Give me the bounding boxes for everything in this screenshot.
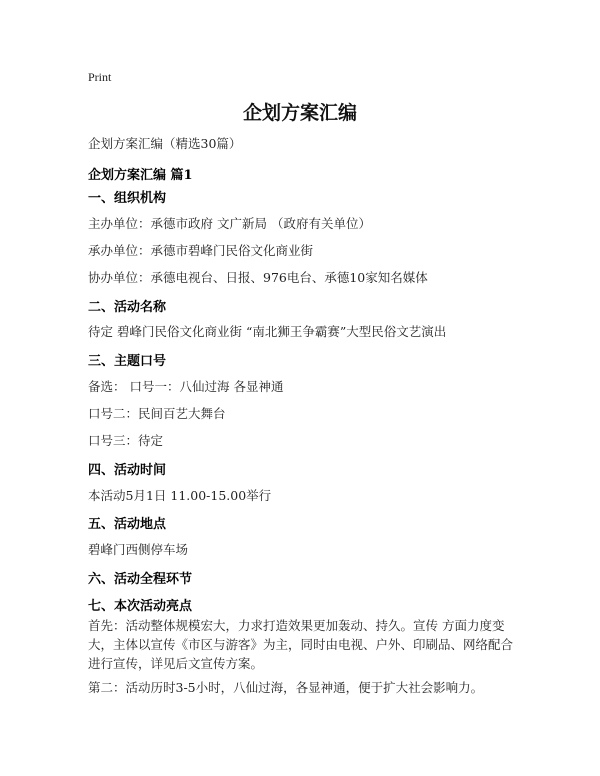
slogan-two-line: 口号二：民间百艺大舞台 [88,406,226,421]
document-title: 企划方案汇编 [242,102,357,124]
heading-organization: 一、组织机构 [88,191,167,206]
subtitle: 企划方案汇编（精选30篇） [88,136,242,151]
slogan-one-line: 备选： 口号一：八仙过海 各显神通 [88,379,284,394]
heading-process: 六、活动全程环节 [88,572,193,587]
slogan-three-line: 口号三：待定 [88,433,164,448]
heading-slogan: 三、主题口号 [88,354,167,369]
organizer-line: 主办单位：承德市政府 文广新局 （政府有关单位） [88,216,371,231]
host-line: 承办单位：承德市碧峰门民俗文化商业街 [88,243,314,258]
print-label[interactable]: Print [88,70,112,84]
heading-highlights: 七、本次活动亮点 [88,599,193,614]
highlight-paragraph-second: 第二：活动历时3-5小时，八仙过海，各显神通，便于扩大社会影响力。 [88,680,484,695]
co-organizer-line: 协办单位：承德电视台、日报、976电台、承德10家知名媒体 [88,270,428,285]
heading-activity-name: 二、活动名称 [88,300,167,315]
highlight-paragraph-first: 首先：活动整体规模宏大，力求打造效果更加轰动、持久。宣传 方面力度变大，主体以宣传《市区与游客》为主，同时由电视、户外、印刷品、网络配合进行宣传，详见后文宣传方案。 [88,618,514,671]
location-line: 碧峰门西侧停车场 [88,542,189,557]
section-heading: 企划方案汇编 篇1 [88,168,193,183]
heading-time: 四、活动时间 [88,463,167,478]
heading-location: 五、活动地点 [88,517,167,532]
activity-name-line: 待定 碧峰门民俗文化商业街 “南北狮王争霸赛”大型民俗文艺演出 [88,324,447,339]
time-line: 本活动5月1日 11.00-15.00举行 [88,488,272,503]
